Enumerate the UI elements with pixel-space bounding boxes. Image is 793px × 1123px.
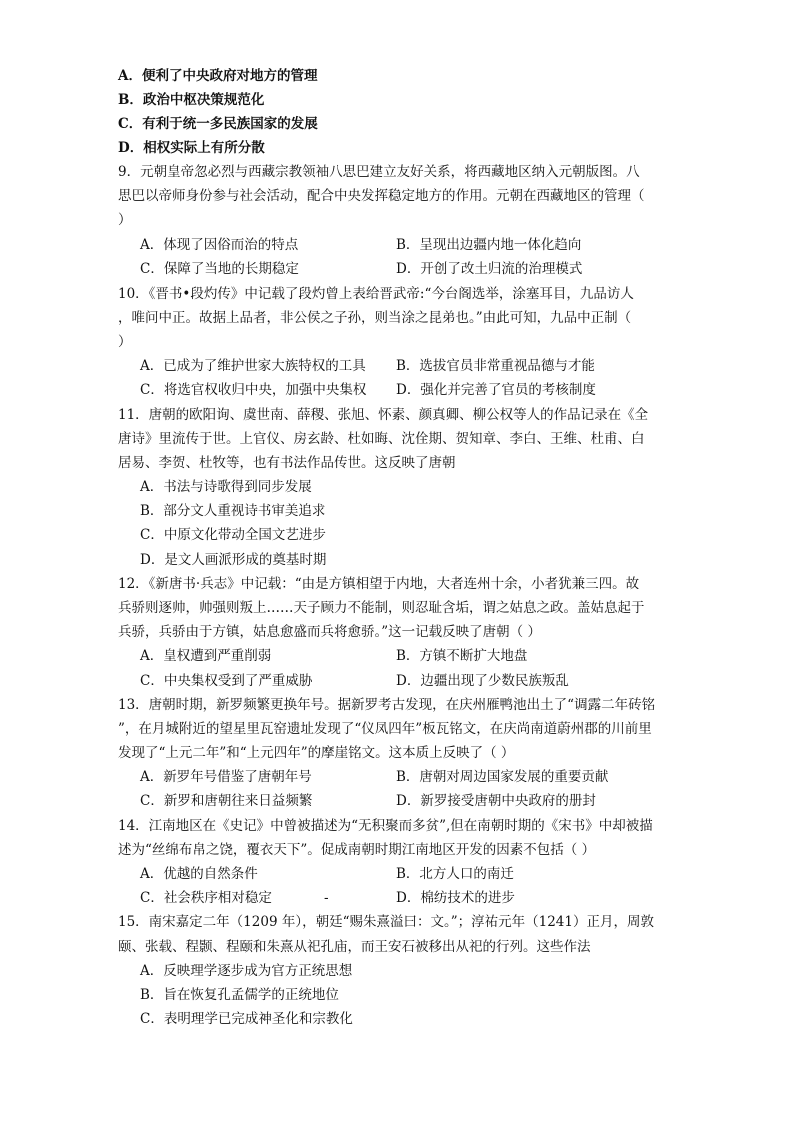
q9-option-c: C．保障了当地的长期稳定 (140, 261, 299, 277)
q12-option-b: B．方镇不断扩大地盘 (396, 648, 528, 664)
q12-options-row (140, 672, 680, 690)
q13-options-row (140, 768, 680, 786)
q14-option-d: D．棉纺技术的进步 (396, 890, 515, 906)
q15-option-b: B．旨在恢复孔孟儒学的正统地位 (140, 987, 339, 1003)
q13-stem-line: 发现了“上元二年”和“上元四年”的摩崖铭文。这本质上反映了（ ） (118, 745, 515, 761)
q13-option-d: D．新罗接受唐朝中央政府的册封 (396, 793, 596, 809)
q9-option-a: A．体现了因俗而治的特点 (140, 237, 299, 253)
q11-option-a: A．书法与诗歌得到同步发展 (140, 479, 312, 495)
q12-option-c: C．中央集权受到了严重威胁 (140, 673, 313, 689)
q15-stem-line: 颐、张载、程颢、程颐和朱熹从祀孔庙，而王安石被移出从祀的行列。这些作法 (118, 939, 591, 955)
q14-options-row (140, 889, 680, 907)
q8-option-a: A．便利了中央政府对地方的管理 (118, 68, 318, 84)
q14-stem-line: 14．江南地区在《史记》中曾被描述为“无积聚而多贫”,但在南朝时期的《宋书》中却被描 (118, 818, 653, 834)
q14-option-b: B．北方人口的南迁 (396, 866, 514, 882)
q13-option-c: C．新罗和唐朝往来日益频繁 (140, 793, 313, 809)
q14-stem-line: 述为“丝绵布帛之饶，覆衣天下”。促成南朝时期江南地区开发的因素不包括（ ） (118, 842, 596, 858)
q15-stem-line: 15．南宋嘉定二年（1209 年），朝廷“赐朱熹溢曰：文。”；淳祐元年（1241）正月，周敦 (118, 914, 654, 930)
q10-option-b: B．选拔官员非常重视品德与才能 (396, 358, 595, 374)
q10-stem-line: ，唯问中正。故据上品者，非公侯之子孙，则当涂之昆弟也。”由此可知，九品中正制（ (118, 310, 632, 326)
q12-stem-line: 兵骄，兵骄由于方镇，姑息愈盛而兵将愈骄。”这一记载反映了唐朝（ ） (118, 624, 541, 640)
q9-stem-line: 9．元朝皇帝忽必烈与西藏宗教领袖八思巴建立友好关系，将西藏地区纳入元朝版图。八 (118, 164, 640, 180)
q14-option-a: A．优越的自然条件 (140, 866, 258, 882)
q12-stem-line: 12．《新唐书·兵志》中记载：“由是方镇相望于内地，大者连州十余，小者犹兼三四。故 (118, 576, 640, 592)
q10-stem-line: ） (118, 334, 132, 350)
q9-options-row (140, 260, 680, 278)
q8-option-c: C．有利于统一多民族国家的发展 (118, 116, 318, 132)
q10-option-c: C．将选官权收归中央，加强中央集权 (140, 382, 367, 398)
q11-stem-line: 唐诗》里流传于世。上官仪、房玄龄、杜如晦、沈佺期、贺知章、李白、王维、杜甫、白 (118, 431, 645, 447)
q11-option-d: D．是文人画派形成的奠基时期 (140, 552, 327, 568)
q12-option-d: D．边疆出现了少数民族叛乱 (396, 673, 569, 689)
q13-option-b: B．唐朝对周边国家发展的重要贡献 (396, 769, 609, 785)
q9-stem-line: 思巴以帝师身份参与社会活动，配合中央发挥稳定地方的作用。元朝在西藏地区的管理（ (118, 188, 645, 204)
q10-options-row (140, 381, 680, 399)
q8-option-b: B．政治中枢决策规范化 (118, 92, 265, 108)
q12-stem-line: 兵骄则逐帅，帅强则叛上……天子顾力不能制，则忍耻含垢，谓之姑息之政。盖姑息起于 (118, 600, 645, 616)
q15-option-c: C．表明理学已完成神圣化和宗教化 (140, 1011, 353, 1027)
q10-stem-line: 10．《晋书•段灼传》中记载了段灼曾上表给晋武帝:“今台阁选举，涂塞耳目，九品访人 (118, 286, 634, 302)
q11-option-b: B．部分文人重视诗书审美追求 (140, 503, 326, 519)
q9-options-row (140, 236, 680, 254)
q15-option-a: A．反映理学逐步成为官方正统思想 (140, 963, 353, 979)
q9-option-b: B．呈现出边疆内地一体化趋向 (396, 237, 582, 253)
q10-options-row (140, 357, 680, 375)
q14-options-row (140, 865, 680, 883)
q12-option-a: A．皇权遭到严重削弱 (140, 648, 272, 664)
q13-option-a: A．新罗年号借鉴了唐朝年号 (140, 769, 312, 785)
q8-option-d: D．相权实际上有所分散 (118, 140, 265, 156)
q9-stem-line: ） (118, 212, 132, 228)
q13-options-row (140, 792, 680, 810)
q12-options-row (140, 647, 680, 665)
q10-option-d: D．强化并完善了官员的考核制度 (396, 382, 596, 398)
q9-option-d: D．开创了改土归流的治理模式 (396, 261, 583, 277)
q11-option-c: C．中原文化带动全国文艺进步 (140, 527, 326, 543)
q13-stem-line: ”，在月城附近的望星里瓦窑遗址发现了“仪凤四年”板瓦铭文，在庆尚南道蔚州郡的川前里 (118, 721, 652, 737)
stray-mark: - (324, 890, 329, 906)
q14-option-c: C．社会秩序相对稳定 (140, 890, 272, 906)
q11-stem-line: 居易、李贺、杜牧等，也有书法作品传世。这反映了唐朝 (118, 455, 456, 471)
q10-option-a: A．已成为了维护世家大族特权的工具 (140, 358, 366, 374)
q11-stem-line: 11．唐朝的欧阳询、虞世南、薛稷、张旭、怀素、颜真卿、柳公权等人的作品记录在《全 (118, 407, 649, 423)
q13-stem-line: 13．唐朝时期，新罗频繁更换年号。据新罗考古发现，在庆州雁鸭池出土了“调露二年砖铭 (118, 697, 656, 713)
